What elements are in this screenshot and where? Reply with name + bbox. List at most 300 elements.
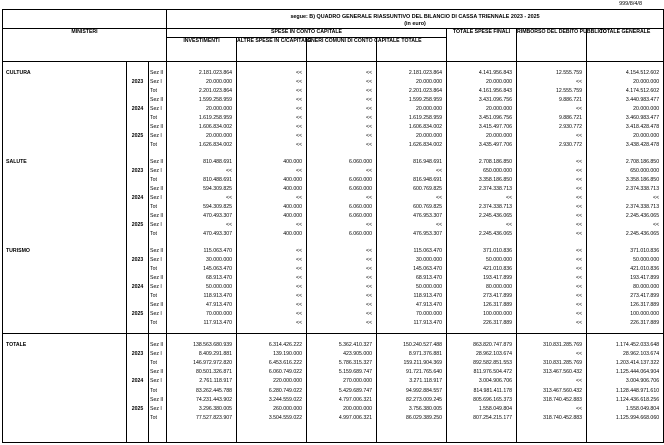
cell-altre-spese: << [237, 222, 307, 231]
cell-investimenti: 83.262.445.788 [167, 388, 237, 397]
cell-totale: << [377, 222, 447, 231]
cell-oneri: << [307, 106, 377, 115]
spacer-cell [587, 424, 664, 443]
spacer-cell [587, 151, 664, 159]
document-title-cell [167, 10, 664, 29]
cell-totale-generale: 650.000.000 [587, 168, 664, 177]
cell-totale-spese-finali: 3.451.096.756 [447, 115, 517, 124]
row-label: Sez I [149, 133, 167, 142]
row-label: Tot [149, 88, 167, 97]
cell-altre-spese: 139.190.000 [237, 351, 307, 360]
cell-oneri: 6.060.000 [307, 186, 377, 195]
spacer-cell [3, 62, 127, 71]
row-label: Sez I [149, 284, 167, 293]
spacer-cell [149, 62, 167, 71]
cell-altre-spese: << [237, 302, 307, 311]
spacer-cell [377, 334, 447, 343]
cell-totale: 3.756.380.005 [377, 406, 447, 415]
col-header-oneri: ONERI COMUNI DI CONTO CAPITALE [307, 38, 377, 62]
row-label: Sez I [149, 311, 167, 320]
spacer-cell [3, 240, 127, 248]
cell-oneri: << [307, 133, 377, 142]
cell-totale-generale: 20.000.000 [587, 106, 664, 115]
spacer-cell [237, 151, 307, 159]
table-row [3, 397, 664, 406]
row-label: Tot [149, 388, 167, 397]
col-header-ministeri: MINISTERI [3, 29, 167, 62]
cell-totale-spese-finali: 2.708.186.850 [447, 159, 517, 168]
cell-altre-spese: << [237, 266, 307, 275]
cell-investimenti: 3.296.380.005 [167, 406, 237, 415]
cell-investimenti: 80.501.326.871 [167, 369, 237, 378]
row-label: Sez II [149, 369, 167, 378]
cell-totale-generale: 1.125.444.064.904 [587, 369, 664, 378]
table-row [3, 213, 664, 222]
table-row [3, 79, 664, 88]
row-label: Sez I [149, 351, 167, 360]
cell-rimborso: << [517, 257, 587, 266]
cell-totale: 50.000.000 [377, 284, 447, 293]
cell-oneri: 6.060.000 [307, 204, 377, 213]
row-label: Sez II [149, 124, 167, 133]
cell-totale: 20.000.000 [377, 106, 447, 115]
year-cell [127, 97, 149, 106]
cell-oneri: << [307, 97, 377, 106]
cell-totale-generale: 50.000.000 [587, 257, 664, 266]
row-label: Tot [149, 142, 167, 151]
cell-oneri: 5.429.689.747 [307, 388, 377, 397]
cell-totale-generale: 1.125.994.668.060 [587, 415, 664, 424]
cell-rimborso: << [517, 406, 587, 415]
year-cell [127, 415, 149, 424]
cell-investimenti: << [167, 222, 237, 231]
cell-totale: 1.606.834.002 [377, 124, 447, 133]
spacer-cell [447, 334, 517, 343]
spacer-row [3, 151, 664, 159]
cell-rimborso: << [517, 177, 587, 186]
spacer-cell [127, 151, 149, 159]
spacer-cell [307, 151, 377, 159]
table-row [3, 415, 664, 424]
cell-totale-generale: << [587, 222, 664, 231]
cell-investimenti: 118.913.470 [167, 293, 237, 302]
cell-oneri: << [307, 311, 377, 320]
cell-oneri: 5.786.315.327 [307, 360, 377, 369]
table-row [3, 168, 664, 177]
cell-rimborso: << [517, 378, 587, 387]
cell-rimborso: 310.831.285.769 [517, 342, 587, 351]
table-row [3, 351, 664, 360]
cell-oneri: 270.000.000 [307, 378, 377, 387]
spacer-cell [517, 151, 587, 159]
table-row [3, 231, 664, 240]
cell-totale-generale: 421.010.836 [587, 266, 664, 275]
table-row [3, 406, 664, 415]
cell-investimenti: 117.913.470 [167, 320, 237, 329]
cell-totale-generale: 273.417.899 [587, 293, 664, 302]
cell-oneri: << [307, 248, 377, 257]
spacer-row [3, 240, 664, 248]
cell-altre-spese: << [237, 88, 307, 97]
cell-oneri: 4.997.006.321 [307, 415, 377, 424]
cell-totale-generale: << [587, 195, 664, 204]
year-cell [127, 115, 149, 124]
cell-investimenti: << [167, 168, 237, 177]
cell-totale-spese-finali: 3.435.497.706 [447, 142, 517, 151]
table-row [3, 320, 664, 329]
spacer-cell [127, 62, 149, 71]
cell-totale-generale: 1.128.448.971.610 [587, 388, 664, 397]
cell-oneri: 6.060.000 [307, 177, 377, 186]
ministry-name [3, 415, 127, 424]
cell-oneri: << [307, 284, 377, 293]
cell-altre-spese: 260.000.000 [237, 406, 307, 415]
cell-totale-spese-finali: 126.317.889 [447, 302, 517, 311]
year-cell: 2023 [127, 257, 149, 266]
budget-table [2, 9, 664, 443]
cell-altre-spese: 3.244.559.022 [237, 397, 307, 406]
row-label: Tot [149, 204, 167, 213]
cell-altre-spese: 6.314.426.222 [237, 342, 307, 351]
cell-totale-spese-finali: 1.558.049.804 [447, 406, 517, 415]
cell-rimborso: 310.831.285.769 [517, 360, 587, 369]
cell-rimborso: << [517, 222, 587, 231]
cell-rimborso: 12.555.759 [517, 88, 587, 97]
ministry-name [3, 311, 127, 320]
cell-totale-spese-finali: 20.000.000 [447, 106, 517, 115]
cell-totale-spese-finali: 2.245.436.065 [447, 213, 517, 222]
spacer-cell [377, 151, 447, 159]
cell-oneri: << [307, 257, 377, 266]
ministry-name [3, 360, 127, 369]
cell-rimborso: << [517, 168, 587, 177]
cell-rimborso: << [517, 275, 587, 284]
spacer-cell [167, 424, 237, 443]
year-cell [127, 342, 149, 351]
cell-altre-spese: << [237, 320, 307, 329]
year-cell: 2024 [127, 284, 149, 293]
cell-totale-generale: 2.374.338.713 [587, 186, 664, 195]
row-label: Sez I [149, 168, 167, 177]
ministry-name [3, 320, 127, 329]
ministry-name [3, 351, 127, 360]
ministry-name [3, 142, 127, 151]
spacer-cell [587, 334, 664, 343]
cell-totale-generale: 3.460.983.477 [587, 115, 664, 124]
document-subtitle: (in euro) [404, 20, 426, 27]
cell-rimborso: << [517, 284, 587, 293]
cell-rimborso: << [517, 213, 587, 222]
cell-investimenti: 146.972.972.820 [167, 360, 237, 369]
table-row [3, 275, 664, 284]
cell-altre-spese: << [237, 311, 307, 320]
cell-oneri: << [307, 195, 377, 204]
cell-altre-spese: 400.000 [237, 177, 307, 186]
year-cell: 2025 [127, 311, 149, 320]
cell-totale: << [377, 195, 447, 204]
spacer-cell [377, 424, 447, 443]
cell-rimborso: << [517, 186, 587, 195]
spacer-cell [127, 334, 149, 343]
cell-oneri: 6.060.000 [307, 213, 377, 222]
ministry-name [3, 168, 127, 177]
cell-altre-spese: << [237, 124, 307, 133]
table-row [3, 88, 664, 97]
year-cell [127, 124, 149, 133]
cell-rimborso: 2.930.772 [517, 142, 587, 151]
year-cell [127, 320, 149, 329]
ministry-name [3, 222, 127, 231]
cell-totale-spese-finali: 28.962.103.674 [447, 351, 517, 360]
cell-altre-spese: << [237, 106, 307, 115]
cell-totale-spese-finali: 863.820.747.879 [447, 342, 517, 351]
cell-altre-spese: << [237, 284, 307, 293]
spacer-cell [237, 424, 307, 443]
cell-totale-spese-finali: 2.374.338.713 [447, 186, 517, 195]
cell-totale: 3.271.118.917 [377, 378, 447, 387]
cell-totale: 117.913.470 [377, 320, 447, 329]
spacer-cell [149, 424, 167, 443]
ministry-name: TOTALE [3, 342, 127, 351]
ministry-name: SALUTE [3, 159, 127, 168]
cell-investimenti: 2.201.023.864 [167, 88, 237, 97]
cell-altre-spese: << [237, 97, 307, 106]
spacer-cell [377, 240, 447, 248]
col-header-totale-spese-finali: TOTALE SPESE FINALI [447, 29, 517, 62]
cell-investimenti: 50.000.000 [167, 284, 237, 293]
cell-investimenti: 470.493.307 [167, 213, 237, 222]
year-cell [127, 213, 149, 222]
spacer-cell [307, 334, 377, 343]
cell-altre-spese: << [237, 275, 307, 284]
cell-investimenti: << [167, 195, 237, 204]
cell-investimenti: 8.409.291.881 [167, 351, 237, 360]
row-label: Sez I [149, 106, 167, 115]
table-row [3, 222, 664, 231]
col-header-investimenti: INVESTIMENTI [167, 38, 237, 62]
table-row [3, 186, 664, 195]
cell-totale-spese-finali: 814.981.411.178 [447, 388, 517, 397]
cell-rimborso: << [517, 302, 587, 311]
spacer-cell [167, 334, 237, 343]
cell-totale-generale: 2.374.338.713 [587, 204, 664, 213]
cell-investimenti: 68.913.470 [167, 275, 237, 284]
cell-totale-spese-finali: 811.976.504.472 [447, 369, 517, 378]
cell-totale: 476.953.307 [377, 213, 447, 222]
spacer-cell [447, 151, 517, 159]
spacer-cell [149, 151, 167, 159]
cell-totale-generale: 1.558.049.804 [587, 406, 664, 415]
row-label: Tot [149, 115, 167, 124]
cell-totale-generale: 4.174.512.602 [587, 88, 664, 97]
cell-rimborso: << [517, 133, 587, 142]
cell-rimborso: << [517, 351, 587, 360]
row-label: Sez I [149, 195, 167, 204]
spacer-cell [447, 62, 517, 71]
row-label: Sez II [149, 248, 167, 257]
cell-investimenti: 1.599.258.959 [167, 97, 237, 106]
year-cell [127, 177, 149, 186]
year-cell: 2023 [127, 168, 149, 177]
year-cell: 2023 [127, 351, 149, 360]
cell-totale: 70.000.000 [377, 311, 447, 320]
cell-totale: 2.201.023.864 [377, 88, 447, 97]
ministry-name [3, 378, 127, 387]
cell-investimenti: 115.063.470 [167, 248, 237, 257]
col-header-totale-generale: TOTALE GENERALE [587, 29, 664, 62]
cell-totale: 150.240.527.488 [377, 342, 447, 351]
year-cell [127, 293, 149, 302]
cell-rimborso: << [517, 293, 587, 302]
cell-totale-spese-finali: 20.000.000 [447, 79, 517, 88]
cell-altre-spese: << [237, 293, 307, 302]
cell-totale: 600.769.825 [377, 186, 447, 195]
cell-oneri: << [307, 266, 377, 275]
cell-investimenti: 138.563.680.939 [167, 342, 237, 351]
row-label: Tot [149, 231, 167, 240]
footer-row [3, 424, 664, 443]
cell-totale-generale: 193.417.899 [587, 275, 664, 284]
row-label: Sez II [149, 397, 167, 406]
spacer-cell [307, 62, 377, 71]
table-row [3, 159, 664, 168]
cell-rimborso: << [517, 159, 587, 168]
cell-totale-generale: 1.174.452.033.648 [587, 342, 664, 351]
row-label: Sez II [149, 342, 167, 351]
cell-altre-spese: 6.060.749.022 [237, 369, 307, 378]
ministry-name [3, 302, 127, 311]
year-cell [127, 302, 149, 311]
table-row [3, 302, 664, 311]
cell-totale-generale: 20.000.000 [587, 79, 664, 88]
year-cell: 2025 [127, 406, 149, 415]
cell-totale-generale: 126.317.889 [587, 302, 664, 311]
ministry-name [3, 369, 127, 378]
cell-oneri: 4.797.006.321 [307, 397, 377, 406]
cell-investimenti: 810.488.691 [167, 177, 237, 186]
cell-oneri: << [307, 70, 377, 79]
year-cell: 2023 [127, 79, 149, 88]
ministry-name [3, 106, 127, 115]
cell-oneri: 5.362.410.327 [307, 342, 377, 351]
cell-rimborso: 12.555.759 [517, 70, 587, 79]
cell-oneri: << [307, 115, 377, 124]
row-label: Sez I [149, 222, 167, 231]
year-cell: 2024 [127, 195, 149, 204]
cell-rimborso: << [517, 266, 587, 275]
spacer-cell [149, 240, 167, 248]
cell-investimenti: 1.619.258.959 [167, 115, 237, 124]
ministry-name [3, 293, 127, 302]
cell-rimborso: 313.467.560.432 [517, 388, 587, 397]
cell-oneri: << [307, 222, 377, 231]
cell-totale-spese-finali: 805.696.165.373 [447, 397, 517, 406]
cell-totale-generale: 1.124.436.618.256 [587, 397, 664, 406]
cell-totale: << [377, 168, 447, 177]
cell-investimenti: 77.527.823.907 [167, 415, 237, 424]
ministry-name [3, 397, 127, 406]
cell-totale-spese-finali: 807.254.215.177 [447, 415, 517, 424]
cell-investimenti: 1.626.834.002 [167, 142, 237, 151]
cell-totale-spese-finali: 4.141.956.843 [447, 70, 517, 79]
ministry-name [3, 177, 127, 186]
spacer-cell [447, 424, 517, 443]
cell-totale-generale: 2.245.436.065 [587, 213, 664, 222]
ministry-name [3, 195, 127, 204]
year-cell [127, 186, 149, 195]
cell-totale: 47.913.470 [377, 302, 447, 311]
cell-oneri: << [307, 142, 377, 151]
spacer-cell [167, 151, 237, 159]
cell-totale-spese-finali: 3.415.497.706 [447, 124, 517, 133]
cell-totale: 145.063.470 [377, 266, 447, 275]
cell-totale-generale: 3.440.983.477 [587, 97, 664, 106]
table-row [3, 248, 664, 257]
cell-totale: 118.913.470 [377, 293, 447, 302]
col-header-totale: TOTALE [377, 38, 447, 62]
table-row [3, 142, 664, 151]
cell-totale: 8.971.376.881 [377, 351, 447, 360]
cell-rimborso: 2.930.772 [517, 124, 587, 133]
cell-totale-spese-finali: 20.000.000 [447, 133, 517, 142]
cell-oneri: << [307, 320, 377, 329]
cell-altre-spese: << [237, 195, 307, 204]
cell-totale-spese-finali: 3.358.186.850 [447, 177, 517, 186]
cell-rimborso: 9.886.721 [517, 115, 587, 124]
spacer-cell [237, 334, 307, 343]
cell-investimenti: 74.231.443.902 [167, 397, 237, 406]
cell-investimenti: 47.913.470 [167, 302, 237, 311]
cell-totale: 20.000.000 [377, 133, 447, 142]
cell-oneri: 200.000.000 [307, 406, 377, 415]
cell-investimenti: 594.309.825 [167, 204, 237, 213]
cell-rimborso: << [517, 195, 587, 204]
cell-rimborso: << [517, 79, 587, 88]
spacer-row [3, 62, 664, 71]
row-label: Sez II [149, 302, 167, 311]
cell-totale-generale: 2.245.436.065 [587, 231, 664, 240]
row-label: Sez I [149, 257, 167, 266]
cell-totale-spese-finali: << [447, 222, 517, 231]
ministry-name [3, 257, 127, 266]
year-cell [127, 248, 149, 257]
cell-investimenti: 70.000.000 [167, 311, 237, 320]
cell-totale: 816.948.691 [377, 159, 447, 168]
cell-investimenti: 145.063.470 [167, 266, 237, 275]
ministry-name [3, 275, 127, 284]
spacer-row [3, 334, 664, 343]
cell-altre-spese: << [237, 70, 307, 79]
cell-rimborso: 318.740.452.883 [517, 397, 587, 406]
cell-altre-spese: 6.453.616.222 [237, 360, 307, 369]
spacer-cell [3, 424, 127, 443]
cell-oneri: 6.060.000 [307, 231, 377, 240]
cell-totale: 1.619.258.959 [377, 115, 447, 124]
cell-totale-spese-finali: 273.417.899 [447, 293, 517, 302]
year-cell: 2024 [127, 106, 149, 115]
table-row [3, 293, 664, 302]
ministry-name: TURISMO [3, 248, 127, 257]
year-cell: 2025 [127, 222, 149, 231]
row-label: Sez I [149, 79, 167, 88]
cell-rimborso: << [517, 311, 587, 320]
cell-oneri: << [307, 88, 377, 97]
cell-totale-generale: 371.010.836 [587, 248, 664, 257]
cell-altre-spese: 220.000.000 [237, 378, 307, 387]
cell-totale-generale: 3.418.428.478 [587, 124, 664, 133]
col-header-altre-spese: ALTRE SPESE IN C/CAPITALE [237, 38, 307, 62]
cell-totale-spese-finali: 892.582.851.553 [447, 360, 517, 369]
